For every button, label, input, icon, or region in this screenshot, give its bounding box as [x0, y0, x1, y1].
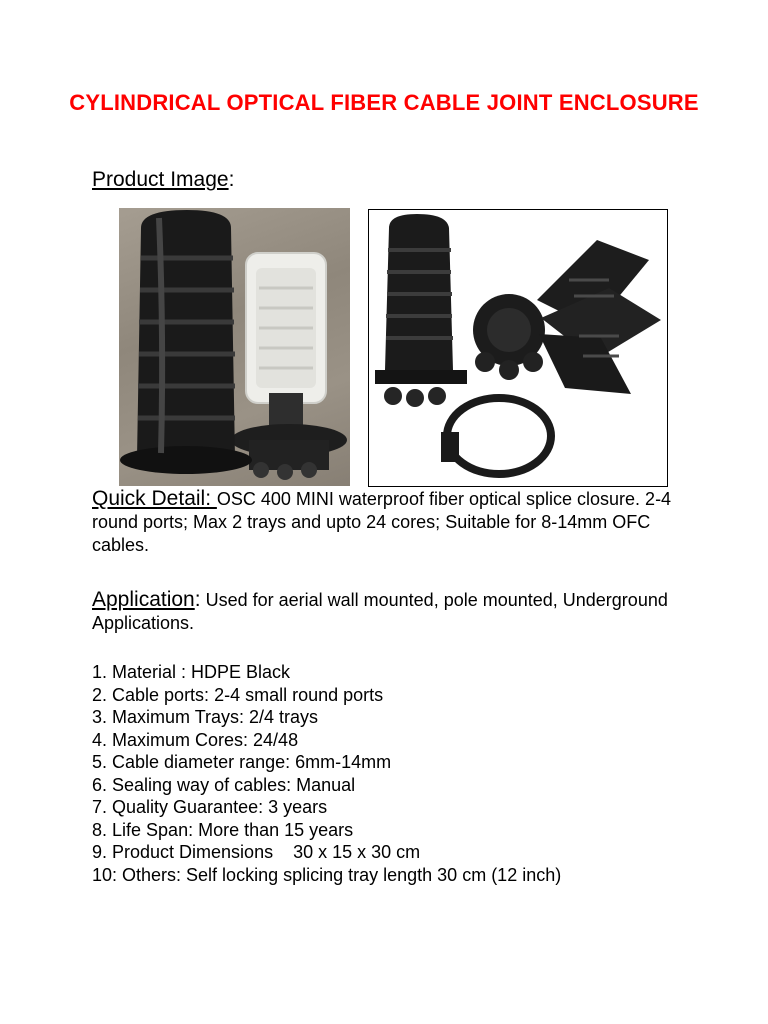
spec-item: 9. Product Dimensions 30 x 15 x 30 cm — [92, 842, 421, 862]
product-photo-closure-with-tray — [119, 208, 350, 486]
black-dome-cover — [375, 214, 467, 407]
product-photo-exploded-view — [368, 209, 668, 487]
application-colon: : — [194, 588, 201, 611]
product-image-colon: : — [228, 168, 235, 191]
spec-item: 4. Maximum Cores: 24/48 — [92, 729, 299, 750]
splice-trays — [537, 240, 661, 394]
closure-base-with-ports — [473, 294, 545, 380]
quick-detail-paragraph — [92, 487, 692, 557]
application-label: Application — [92, 588, 195, 611]
document-title: CYLINDRICAL OPTICAL FIBER CABLE JOINT ENCLOSURE — [69, 90, 699, 115]
spec-item: 6. Sealing way of cables: Manual — [92, 774, 356, 795]
closure-base — [231, 424, 347, 480]
application-paragraph — [92, 588, 692, 635]
application-text: Used for aerial wall mounted, pole mounted, Underground Applications. — [92, 590, 668, 633]
white-splice-tray — [246, 253, 326, 433]
spec-item: 10: Others: Self locking splicing tray length 30 cm (12 inch) — [92, 864, 562, 885]
spec-item: 2. Cable ports: 2-4 small round ports — [92, 684, 384, 705]
spec-item: 7. Quality Guarantee: 3 years — [92, 797, 328, 817]
spec-item: 5. Cable diameter range: 6mm-14mm — [92, 752, 392, 772]
clamp-ring — [441, 398, 551, 474]
quick-detail-text: OSC 400 MINI waterproof fiber optical splice closure. 2-4 round ports; Max 2 trays and upto 24 cores; Suitable for 8-14mm OFC cables. — [92, 489, 672, 555]
specification-list — [92, 661, 712, 886]
spec-item: 1. Material : HDPE Black — [92, 662, 291, 682]
spec-item: 3. Maximum Trays: 2/4 trays — [92, 707, 319, 727]
product-image-heading — [92, 168, 234, 192]
spec-item: 8. Life Span: More than 15 years — [92, 819, 354, 840]
quick-detail-label: Quick Detail: — [92, 487, 217, 510]
black-dome-cover — [120, 210, 252, 474]
product-image-label: Product Image — [92, 168, 229, 191]
